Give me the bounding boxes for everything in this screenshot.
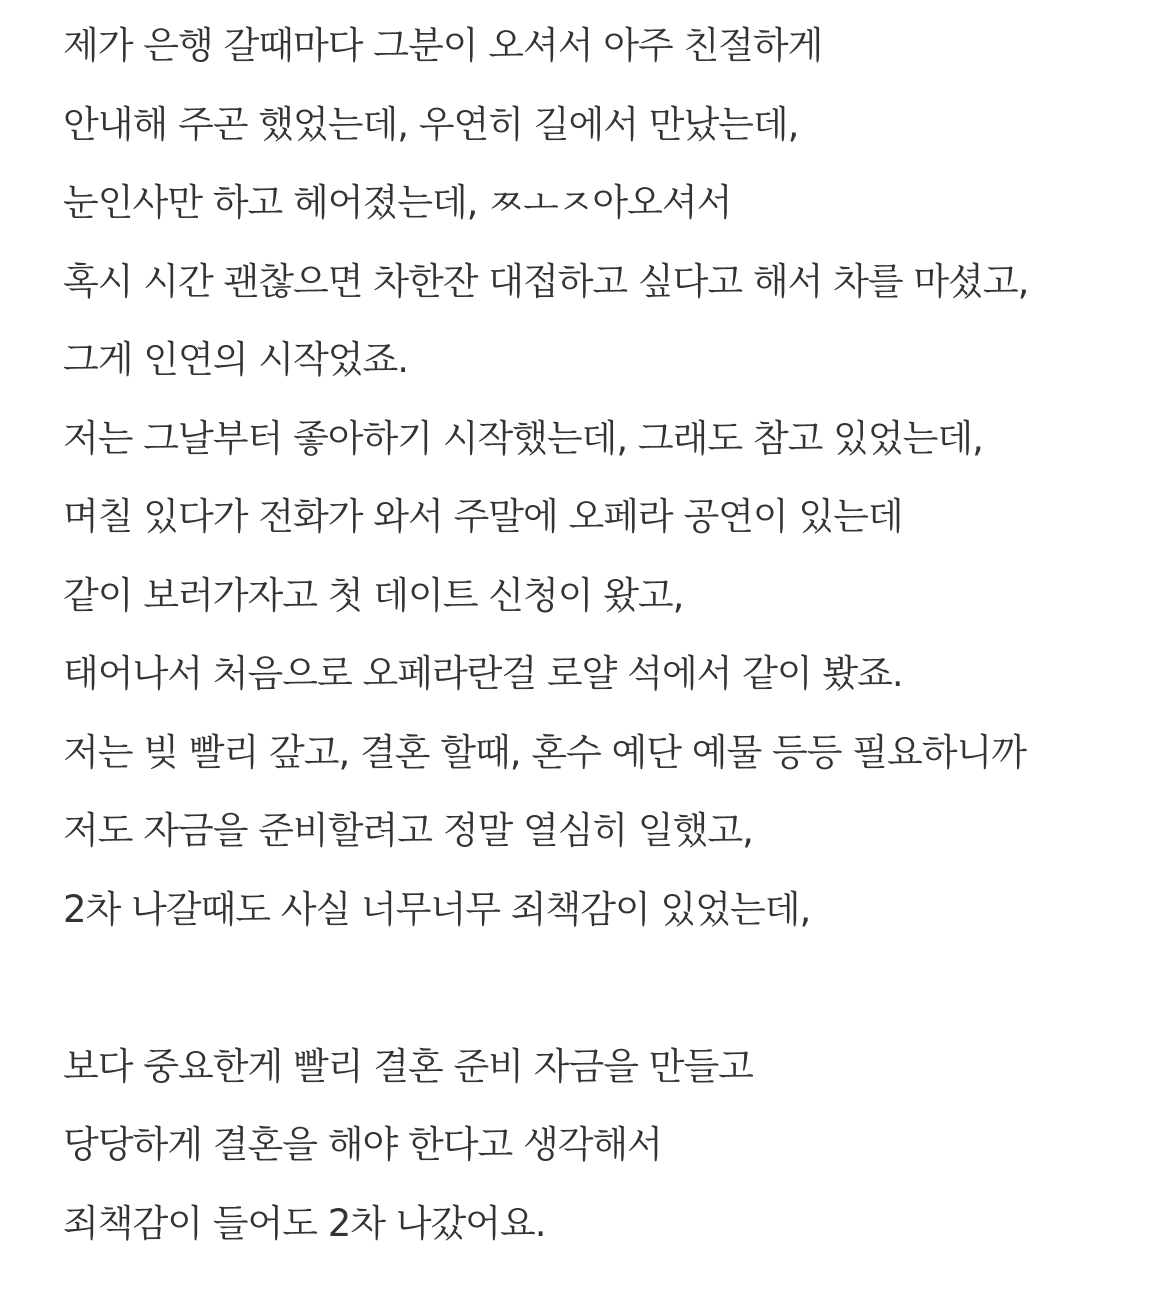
- post-line: 당당하게 결혼을 해야 한다고 생각해서: [63, 1123, 662, 1166]
- post-line: 2차 나갈때도 사실 너무너무 죄책감이 있었는데,: [63, 887, 811, 931]
- post-body: [63, 20, 1153, 1276]
- post-line: 그게 인연의 시작었죠.: [63, 338, 408, 381]
- post-line: 같이 보러가자고 첫 데이트 신청이 왔고,: [63, 573, 684, 617]
- post-line: 저는 빚 빨리 갚고, 결혼 할때, 혼수 예단 예물 등등 필요하니까: [63, 730, 1026, 774]
- post-line: 죄책감이 들어도 2차 나갔어요.: [63, 1201, 546, 1245]
- post-line: 저는 그날부터 좋아하기 시작했는데, 그래도 참고 있었는데,: [63, 416, 983, 460]
- post-line: 며칠 있다가 전화가 와서 주말에 오페라 공연이 있는데: [63, 495, 903, 538]
- post-line: 혹시 시간 괜찮으면 차한잔 대접하고 싶다고 해서 차를 마셨고,: [63, 259, 1029, 303]
- post-line: 태어나서 처음으로 오페라란걸 로얄 석에서 같이 봤죠.: [63, 652, 903, 695]
- post-line: 보다 중요한게 빨리 결혼 준비 자금을 만들고: [63, 1044, 753, 1088]
- post-line: 제가 은행 갈때마다 그분이 오셔서 아주 친절하게: [63, 24, 823, 67]
- post-line: 저도 자금을 준비할려고 정말 열심히 일했고,: [63, 809, 753, 852]
- post-line: 눈인사만 하고 헤어졌는데, ㅉㅗㅈ아오셔서: [63, 181, 732, 224]
- post-line: 안내해 주곤 했었는데, 우연히 길에서 만났는데,: [63, 102, 799, 146]
- paragraph-break: [63, 962, 1153, 1041]
